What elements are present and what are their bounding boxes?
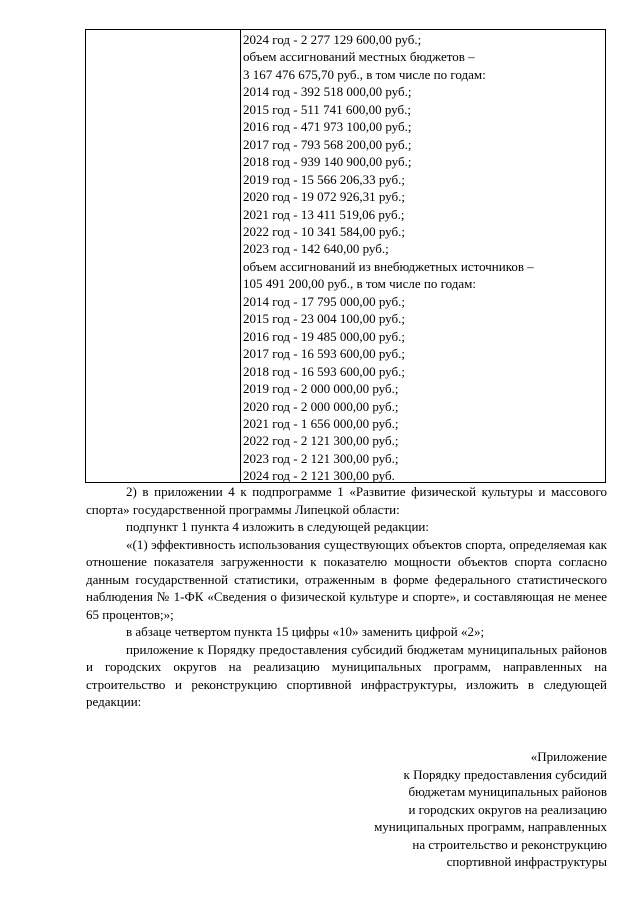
paragraph-appendix-4: 2) в приложении 4 к подпрограмме 1 «Развитие физической культуры и массового спорта» государственной программы Липецкой области: (86, 484, 607, 517)
paragraph-digit-replacement: в абзаце четвертом пункта 15 цифры «10» заменить цифрой «2»; (126, 624, 485, 639)
table-line: 3 167 476 675,70 руб., в том числе по годам: (243, 66, 486, 82)
table-line: 2021 год - 13 411 519,06 руб.; (243, 206, 405, 222)
paragraph-efficiency-definition: «(1) эффективность использования существующих объектов спорта, определяемая как отношение показателя загруженности к показателю мощности объектов спорта согласно данным государственной статистики, отраженным в форме федерального статистического наблюдения № 1-ФК «Сведения о физической культуре и спорте», и составляющая не менее 65 процентов;»; (86, 536, 607, 622)
appendix-line: «Приложение (530, 749, 607, 764)
appendix-line: муниципальных программ, направленных (374, 819, 607, 834)
table-line: 2016 год - 471 973 100,00 руб.; (243, 119, 412, 135)
table-line: 2018 год - 16 593 600,00 руб.; (243, 363, 405, 379)
appendix-heading (374, 748, 607, 871)
table-line: 2015 год - 511 741 600,00 руб.; (243, 101, 411, 117)
table-line: 2022 год - 2 121 300,00 руб.; (243, 433, 399, 449)
funding-cell (243, 31, 603, 485)
table-line: объем ассигнований из внебюджетных источников – (243, 258, 534, 274)
paragraph-subitem-instruction: подпункт 1 пункта 4 изложить в следующей редакции: (126, 519, 429, 534)
appendix-line: бюджетам муниципальных районов (408, 784, 607, 799)
appendix-line: и городских округов на реализацию (408, 801, 607, 817)
appendix-line: к Порядку предоставления субсидий (403, 766, 607, 782)
table-line: 2022 год - 10 341 584,00 руб.; (243, 223, 405, 239)
paragraph-appendix-restatement: приложение к Порядку предоставления субсидий бюджетам муниципальных районов и городских округов на реализацию муниципальных программ, направленных на строительство и реконструкцию спортивной инфраструктуры, изложить в следующей редакции: (86, 641, 607, 709)
table-line: 2014 год - 17 795 000,00 руб.; (243, 293, 405, 309)
column-divider (240, 30, 241, 482)
table-line: 2014 год - 392 518 000,00 руб.; (243, 84, 412, 100)
appendix-line: спортивной инфраструктуры (446, 854, 607, 869)
table-line: 2020 год - 2 000 000,00 руб.; (243, 398, 399, 414)
table-line: 2019 год - 2 000 000,00 руб.; (243, 381, 399, 397)
table-line: 2017 год - 16 593 600,00 руб.; (243, 346, 405, 362)
table-line: 2024 год - 2 277 129 600,00 руб.; (243, 32, 422, 47)
funding-table (85, 29, 606, 483)
table-line: 2015 год - 23 004 100,00 руб.; (243, 311, 405, 327)
table-line: 2024 год - 2 121 300,00 руб. (243, 468, 395, 484)
table-line: 105 491 200,00 руб., в том числе по годам: (243, 276, 476, 292)
appendix-line: на строительство и реконструкцию (412, 836, 607, 852)
table-line: 2019 год - 15 566 206,33 руб.; (243, 171, 405, 187)
table-line: 2016 год - 19 485 000,00 руб.; (243, 328, 405, 344)
table-line: 2020 год - 19 072 926,31 руб.; (243, 189, 405, 205)
table-line: 2018 год - 939 140 900,00 руб.; (243, 154, 412, 170)
table-line: 2021 год - 1 656 000,00 руб.; (243, 415, 399, 431)
table-line: 2023 год - 2 121 300,00 руб.; (243, 450, 399, 466)
document-body (86, 483, 607, 711)
table-line: 2023 год - 142 640,00 руб.; (243, 241, 389, 257)
table-line: 2017 год - 793 568 200,00 руб.; (243, 136, 412, 152)
table-line: объем ассигнований местных бюджетов – (243, 49, 475, 65)
